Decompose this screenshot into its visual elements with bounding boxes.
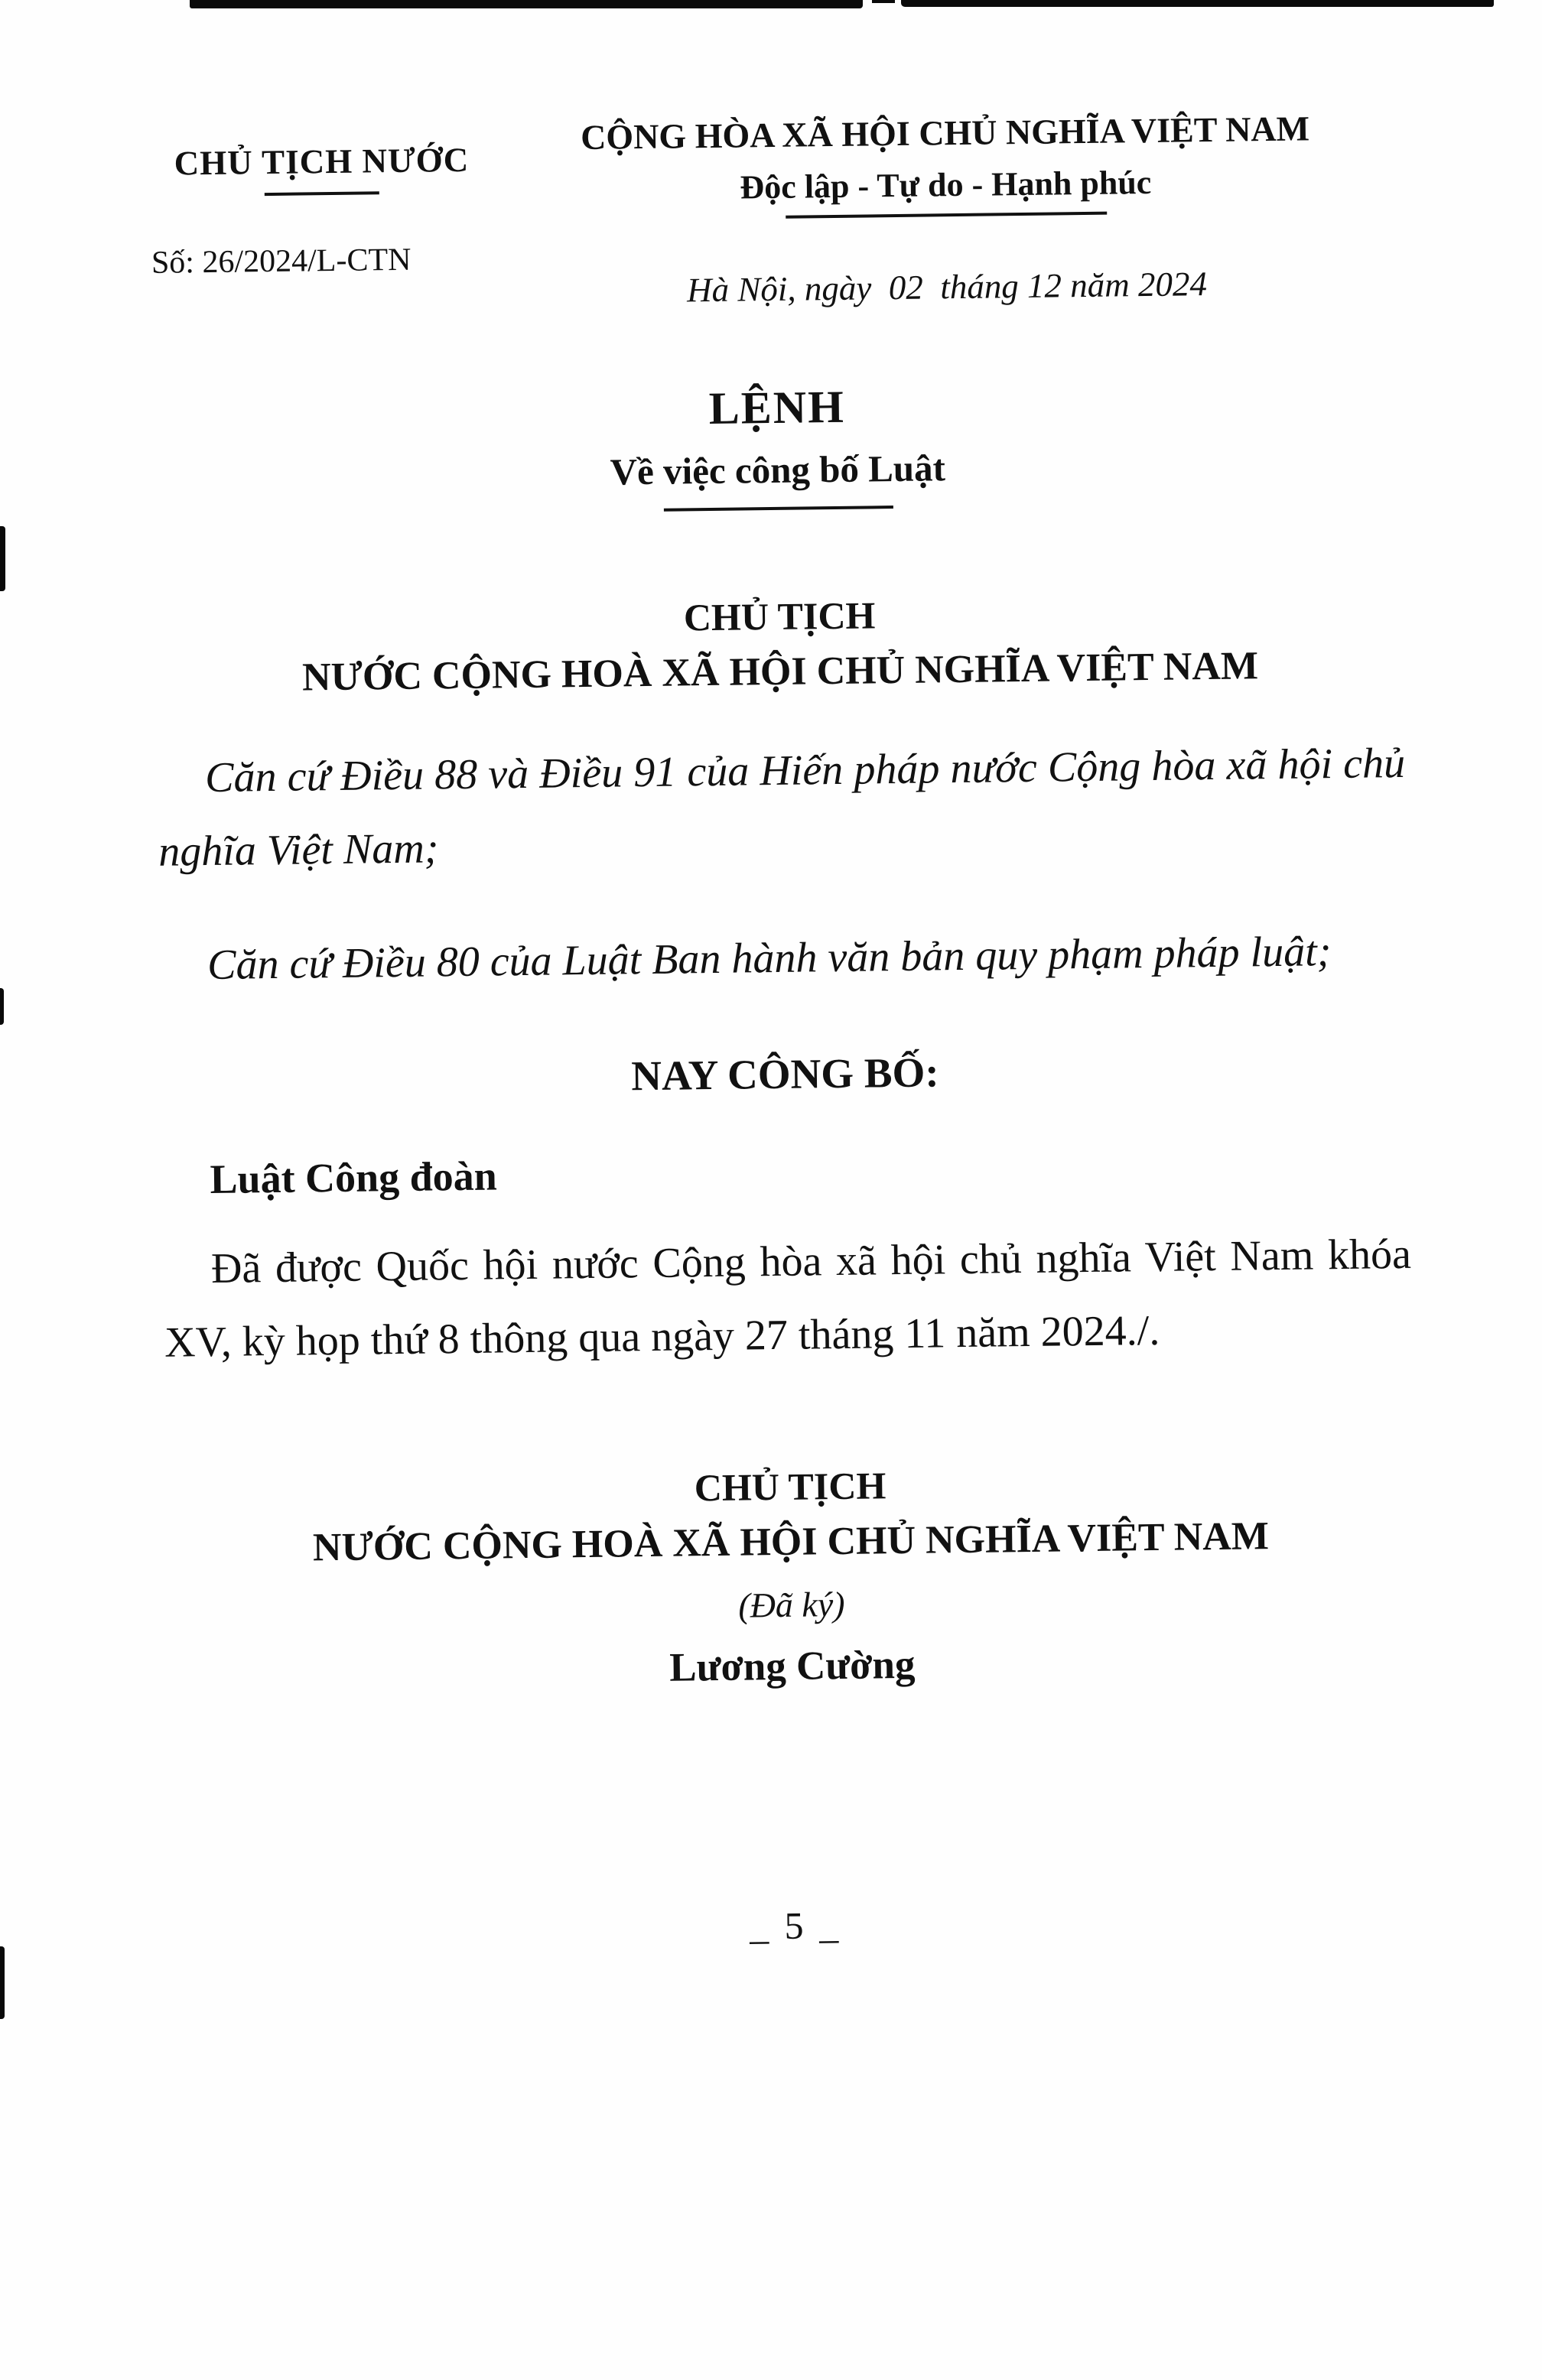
page-number: _ 5 _ (749, 1903, 842, 1948)
issuer-heading (155, 587, 1404, 702)
dateline: Hà Nội, ngày 02 tháng 12 năm 2024 (686, 265, 1208, 310)
signature-title-line1: CHỦ TỊCH (694, 1463, 886, 1509)
recital-paragraph: Căn cứ Điều 80 của Luật Ban hành văn bản quy phạm pháp luật; (207, 927, 1332, 989)
signer-name: Lương Cường (669, 1642, 916, 1690)
issuing-agency-block (150, 118, 495, 281)
national-header-block (493, 107, 1400, 312)
issuing-agency-name: CHỦ TỊCH NƯỚC (174, 140, 470, 183)
agency-underline-rule (265, 191, 379, 196)
issuer-heading-line1: CHỦ TỊCH (683, 593, 876, 639)
document-subtitle: Về việc công bố Luật (610, 447, 946, 493)
national-motto: Độc lập - Tự do - Hạnh phúc (740, 163, 1152, 206)
issuer-heading-line2: NƯỚC CỘNG HOÀ XÃ HỘI CHỦ NGHĨA VIỆT NAM (301, 644, 1259, 700)
national-title: CỘNG HÒA XÃ HỘI CHỦ NGHĨA VIỆT NAM (580, 109, 1310, 158)
document-header (150, 107, 1400, 317)
scan-artifact-left-edge (0, 1946, 5, 2019)
body-paragraph: Đã được Quốc hội nước Cộng hòa xã hội chủ nghĩa Việt Nam khóa XV, kỳ họp thứ 8 thông qua ngày 27 tháng 11 năm 2024./. (164, 1230, 1412, 1367)
recital-paragraph: Căn cứ Điều 88 và Điều 91 của Hiến pháp nước Cộng hòa xã hội chủ nghĩa Việt Nam; (158, 739, 1406, 876)
law-name: Luật Công đoàn (210, 1153, 498, 1202)
document-number: Số: 26/2024/L-CTN (151, 242, 412, 281)
signature-title-line2: NƯỚC CỘNG HOÀ XÃ HỘI CHỦ NGHĨA VIỆT NAM (312, 1514, 1270, 1569)
signature-block (166, 1456, 1416, 1696)
scan-artifact-left-edge (0, 988, 4, 1025)
motto-underline-rule (786, 212, 1107, 219)
proclamation-heading: NAY CÔNG BỐ: (630, 1049, 939, 1100)
subtitle-underline-rule (663, 506, 893, 512)
document-title: LỆNH (708, 381, 846, 434)
signed-note: (Đã ký) (737, 1584, 845, 1625)
